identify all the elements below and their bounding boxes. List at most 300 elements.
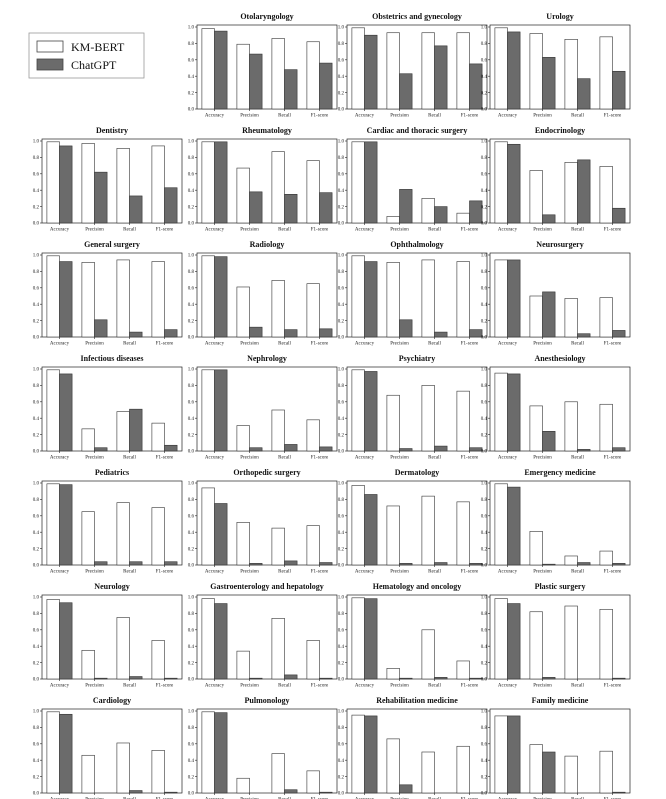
- bar-km-bert: [457, 391, 470, 451]
- y-tick-label: 0.6: [187, 172, 194, 178]
- bar-chatgpt: [215, 31, 228, 109]
- bar-km-bert: [272, 152, 285, 223]
- y-tick-label: 1.0: [32, 367, 39, 373]
- panel-title: Nephrology: [247, 354, 287, 363]
- y-tick-label: 0.6: [32, 628, 39, 634]
- bar-km-bert: [495, 142, 508, 223]
- y-tick-label: 0.4: [32, 530, 39, 536]
- panel-radiology: [188, 240, 337, 347]
- bar-km-bert: [117, 743, 130, 793]
- bar-km-bert: [272, 280, 285, 337]
- y-tick-label: 0.4: [32, 416, 39, 422]
- y-tick-label: 0.6: [337, 514, 344, 520]
- x-tick-label: Accuracy: [354, 341, 375, 347]
- y-tick-label: 0.6: [480, 58, 487, 64]
- y-tick-label: 1.0: [32, 253, 39, 259]
- y-tick-label: 0.0: [187, 335, 194, 341]
- y-tick-label: 0.6: [32, 514, 39, 520]
- y-tick-label: 0.8: [480, 612, 487, 618]
- bar-km-bert: [47, 142, 60, 223]
- bar-km-bert: [117, 618, 130, 680]
- x-tick-label: F1-score: [310, 455, 329, 461]
- bar-chatgpt: [320, 63, 333, 109]
- bar-chatgpt: [365, 262, 378, 337]
- y-tick-label: 0.6: [187, 742, 194, 748]
- bar-chatgpt: [250, 327, 263, 337]
- bar-chatgpt: [613, 792, 626, 793]
- x-tick-label: Accuracy: [354, 683, 375, 689]
- bar-km-bert: [47, 370, 60, 451]
- panel-otolaryngology: [188, 12, 337, 119]
- x-tick-label: Accuracy: [497, 455, 518, 461]
- panel-title: Endocrinology: [534, 126, 586, 135]
- bar-km-bert: [352, 370, 365, 451]
- bar-km-bert: [530, 34, 543, 109]
- panel-orthopedic-surgery: [188, 468, 337, 575]
- x-tick-label: F1-score: [310, 683, 329, 689]
- panel-gastroenterology-and-hepatology: [188, 582, 337, 689]
- bar-chatgpt: [165, 330, 178, 337]
- x-tick-label: Accuracy: [204, 455, 225, 461]
- x-tick-label: Accuracy: [497, 113, 518, 119]
- bar-km-bert: [82, 143, 95, 223]
- bar-km-bert: [422, 33, 435, 109]
- x-tick-label: Precision: [390, 227, 409, 233]
- y-tick-label: 0.2: [187, 205, 194, 211]
- x-tick-label: Accuracy: [354, 227, 375, 233]
- bar-km-bert: [237, 168, 250, 223]
- x-tick-label: Precision: [533, 455, 552, 461]
- bar-km-bert: [352, 28, 365, 109]
- x-tick-label: Recall: [278, 455, 291, 461]
- bar-km-bert: [530, 745, 543, 793]
- panel-title: Cardiac and thoracic surgery: [366, 126, 468, 135]
- y-tick-label: 0.2: [337, 319, 344, 325]
- x-tick-label: F1-score: [155, 227, 174, 233]
- x-tick-label: Precision: [533, 227, 552, 233]
- y-tick-label: 1.0: [337, 139, 344, 145]
- x-tick-label: Accuracy: [204, 569, 225, 575]
- bar-km-bert: [202, 256, 215, 337]
- y-tick-label: 0.0: [337, 221, 344, 227]
- bar-km-bert: [237, 44, 250, 109]
- bar-km-bert: [352, 142, 365, 223]
- legend-swatch-chatgpt: [37, 59, 63, 70]
- bar-chatgpt: [130, 332, 143, 337]
- panel-hematology-and-oncology: [338, 582, 487, 689]
- bar-km-bert: [422, 260, 435, 337]
- y-tick-label: 1.0: [480, 139, 487, 145]
- bar-km-bert: [565, 39, 578, 109]
- y-tick-label: 0.8: [480, 42, 487, 48]
- bar-chatgpt: [130, 562, 143, 565]
- panel-pulmonology: [188, 696, 337, 799]
- bar-km-bert: [202, 370, 215, 451]
- bar-km-bert: [387, 33, 400, 109]
- x-tick-label: Precision: [240, 113, 259, 119]
- y-tick-label: 0.8: [480, 270, 487, 276]
- x-tick-label: Accuracy: [204, 113, 225, 119]
- bar-km-bert: [202, 142, 215, 223]
- x-tick-label: Precision: [240, 683, 259, 689]
- y-tick-label: 0.4: [337, 188, 344, 194]
- x-tick-label: F1-score: [155, 341, 174, 347]
- x-tick-label: Precision: [85, 569, 104, 575]
- bar-km-bert: [495, 28, 508, 109]
- y-tick-label: 1.0: [480, 367, 487, 373]
- bar-km-bert: [237, 651, 250, 679]
- bar-chatgpt: [543, 752, 556, 793]
- x-tick-label: Accuracy: [354, 113, 375, 119]
- bar-km-bert: [495, 373, 508, 451]
- panel-title: Anesthesiology: [534, 354, 586, 363]
- bar-km-bert: [565, 402, 578, 451]
- x-tick-label: Accuracy: [49, 569, 70, 575]
- bar-chatgpt: [435, 332, 448, 337]
- y-tick-label: 0.8: [480, 498, 487, 504]
- x-tick-label: Accuracy: [204, 341, 225, 347]
- y-tick-label: 0.2: [337, 775, 344, 781]
- bar-chatgpt: [508, 374, 521, 451]
- bar-chatgpt: [508, 260, 521, 337]
- bar-chatgpt: [435, 207, 448, 223]
- y-tick-label: 0.8: [480, 726, 487, 732]
- x-tick-label: Recall: [428, 455, 441, 461]
- bar-chatgpt: [435, 677, 448, 679]
- bar-chatgpt: [508, 32, 521, 109]
- bar-km-bert: [152, 750, 165, 793]
- bar-chatgpt: [508, 716, 521, 793]
- bar-km-bert: [307, 771, 320, 793]
- bar-km-bert: [387, 668, 400, 679]
- bar-km-bert: [47, 484, 60, 565]
- bar-chatgpt: [365, 371, 378, 451]
- y-tick-label: 0.4: [32, 758, 39, 764]
- bar-km-bert: [82, 755, 95, 793]
- y-tick-label: 0.4: [187, 74, 194, 80]
- y-tick-label: 0.8: [187, 498, 194, 504]
- y-tick-label: 0.2: [187, 661, 194, 667]
- panel-title: Gastroenterology and hepatology: [210, 582, 324, 591]
- x-tick-label: F1-score: [460, 341, 479, 347]
- y-tick-label: 1.0: [187, 139, 194, 145]
- y-tick-label: 0.2: [187, 433, 194, 439]
- panel-title: Neurology: [94, 582, 130, 591]
- bar-chatgpt: [130, 196, 143, 223]
- y-tick-label: 0.0: [480, 563, 487, 569]
- bar-km-bert: [307, 526, 320, 565]
- panel-title: Psychiatry: [398, 354, 436, 363]
- x-tick-label: Recall: [571, 455, 584, 461]
- bar-km-bert: [117, 412, 130, 451]
- panel-title: General surgery: [84, 240, 140, 249]
- x-tick-label: Accuracy: [204, 227, 225, 233]
- bar-chatgpt: [400, 563, 413, 565]
- bar-chatgpt: [435, 46, 448, 109]
- bar-chatgpt: [250, 192, 263, 223]
- x-tick-label: F1-score: [460, 569, 479, 575]
- x-tick-label: Precision: [390, 341, 409, 347]
- panel-title: Plastic surgery: [534, 582, 586, 591]
- bar-km-bert: [387, 395, 400, 451]
- y-tick-label: 1.0: [337, 367, 344, 373]
- y-tick-label: 0.8: [32, 270, 39, 276]
- bar-chatgpt: [470, 201, 483, 223]
- y-tick-label: 0.0: [32, 677, 39, 683]
- legend-label-km-bert: KM-BERT: [71, 40, 125, 54]
- bar-chatgpt: [543, 215, 556, 223]
- panel-title: Pulmonology: [244, 696, 290, 705]
- x-tick-label: Recall: [278, 683, 291, 689]
- y-tick-label: 0.0: [187, 221, 194, 227]
- x-tick-label: Accuracy: [49, 455, 70, 461]
- panel-ophthalmology: [338, 240, 487, 347]
- bar-chatgpt: [508, 487, 521, 565]
- bar-chatgpt: [285, 561, 298, 565]
- y-tick-label: 0.2: [480, 775, 487, 781]
- y-tick-label: 0.8: [337, 156, 344, 162]
- bar-km-bert: [600, 609, 613, 679]
- y-tick-label: 1.0: [480, 253, 487, 259]
- bar-chatgpt: [613, 208, 626, 223]
- bar-chatgpt: [543, 292, 556, 337]
- panel-title: Dermatology: [394, 468, 440, 477]
- bar-chatgpt: [400, 678, 413, 679]
- x-tick-label: F1-score: [603, 455, 622, 461]
- y-tick-label: 0.4: [187, 416, 194, 422]
- y-tick-label: 0.2: [337, 433, 344, 439]
- bar-chatgpt: [130, 409, 143, 451]
- y-tick-label: 0.6: [480, 514, 487, 520]
- x-tick-label: F1-score: [310, 227, 329, 233]
- bar-chatgpt: [435, 446, 448, 451]
- bar-chatgpt: [285, 444, 298, 451]
- x-tick-label: Accuracy: [497, 569, 518, 575]
- panel-title: Ophthalmology: [390, 240, 444, 249]
- bar-chatgpt: [285, 194, 298, 223]
- bar-km-bert: [422, 385, 435, 451]
- y-tick-label: 0.6: [187, 514, 194, 520]
- bar-km-bert: [272, 410, 285, 451]
- bar-km-bert: [117, 148, 130, 223]
- bar-km-bert: [422, 496, 435, 565]
- y-tick-label: 0.8: [187, 156, 194, 162]
- y-tick-label: 1.0: [480, 481, 487, 487]
- y-tick-label: 0.2: [187, 91, 194, 97]
- panel-title: Rheumatology: [242, 126, 292, 135]
- x-tick-label: Recall: [278, 113, 291, 119]
- bar-km-bert: [387, 739, 400, 793]
- y-tick-label: 0.6: [337, 286, 344, 292]
- y-tick-label: 1.0: [337, 709, 344, 715]
- bar-chatgpt: [285, 675, 298, 679]
- panel-neurology: [33, 582, 182, 689]
- bar-chatgpt: [285, 330, 298, 337]
- x-tick-label: Accuracy: [354, 569, 375, 575]
- y-tick-label: 1.0: [32, 709, 39, 715]
- bar-chatgpt: [613, 330, 626, 337]
- bar-km-bert: [495, 716, 508, 793]
- y-tick-label: 0.4: [187, 188, 194, 194]
- y-tick-label: 0.6: [480, 400, 487, 406]
- y-tick-label: 0.4: [32, 302, 39, 308]
- panel-dermatology: [338, 468, 487, 575]
- x-tick-label: F1-score: [155, 683, 174, 689]
- bar-km-bert: [422, 752, 435, 793]
- y-tick-label: 0.6: [32, 286, 39, 292]
- panel-title: Otolaryngology: [240, 12, 294, 21]
- y-tick-label: 0.4: [480, 74, 487, 80]
- bar-chatgpt: [400, 74, 413, 109]
- bar-km-bert: [307, 420, 320, 451]
- y-tick-label: 0.2: [32, 433, 39, 439]
- y-tick-label: 0.4: [187, 530, 194, 536]
- y-tick-label: 0.4: [480, 302, 487, 308]
- x-tick-label: Accuracy: [497, 683, 518, 689]
- bar-km-bert: [352, 256, 365, 337]
- x-tick-label: Accuracy: [497, 341, 518, 347]
- bar-km-bert: [82, 429, 95, 451]
- bar-chatgpt: [130, 677, 143, 679]
- bar-km-bert: [457, 262, 470, 337]
- y-tick-label: 1.0: [187, 595, 194, 601]
- bar-km-bert: [202, 488, 215, 565]
- y-tick-label: 0.6: [32, 400, 39, 406]
- bar-km-bert: [307, 161, 320, 223]
- bar-chatgpt: [508, 144, 521, 223]
- panel-title: Radiology: [249, 240, 285, 249]
- y-tick-label: 1.0: [32, 139, 39, 145]
- bar-km-bert: [237, 287, 250, 337]
- bar-km-bert: [457, 213, 470, 223]
- y-tick-label: 0.4: [480, 188, 487, 194]
- bar-chatgpt: [215, 257, 228, 337]
- bar-km-bert: [152, 640, 165, 679]
- panel-title: Emergency medicine: [524, 468, 596, 477]
- bar-km-bert: [530, 406, 543, 451]
- bar-km-bert: [457, 33, 470, 109]
- bar-chatgpt: [95, 448, 108, 451]
- y-tick-label: 0.0: [187, 563, 194, 569]
- bar-km-bert: [237, 778, 250, 793]
- x-tick-label: Accuracy: [49, 227, 70, 233]
- bar-chatgpt: [165, 188, 178, 223]
- bar-km-bert: [600, 166, 613, 223]
- bar-chatgpt: [215, 713, 228, 793]
- y-tick-label: 0.0: [187, 791, 194, 797]
- x-tick-label: Recall: [123, 683, 136, 689]
- y-tick-label: 0.2: [187, 775, 194, 781]
- x-tick-label: Precision: [85, 341, 104, 347]
- x-tick-label: Precision: [390, 455, 409, 461]
- x-tick-label: Recall: [571, 341, 584, 347]
- y-tick-label: 0.8: [32, 156, 39, 162]
- x-tick-label: Precision: [533, 569, 552, 575]
- x-tick-label: Recall: [278, 227, 291, 233]
- y-tick-label: 0.8: [32, 498, 39, 504]
- bar-chatgpt: [400, 189, 413, 223]
- bar-chatgpt: [215, 142, 228, 223]
- y-tick-label: 0.8: [337, 270, 344, 276]
- panel-title: Obstetrics and gynecology: [372, 12, 462, 21]
- bar-km-bert: [237, 522, 250, 565]
- y-tick-label: 0.2: [187, 547, 194, 553]
- bar-chatgpt: [95, 678, 108, 679]
- bar-km-bert: [202, 599, 215, 679]
- x-tick-label: Precision: [240, 569, 259, 575]
- x-tick-label: Recall: [428, 227, 441, 233]
- x-tick-label: Precision: [240, 227, 259, 233]
- bar-km-bert: [352, 715, 365, 793]
- bar-chatgpt: [60, 262, 73, 337]
- bar-km-bert: [600, 751, 613, 793]
- y-tick-label: 0.8: [187, 384, 194, 390]
- y-tick-label: 0.8: [187, 270, 194, 276]
- y-tick-label: 0.0: [480, 335, 487, 341]
- panel-pediatrics: [33, 468, 182, 575]
- y-tick-label: 0.0: [337, 563, 344, 569]
- panel-title: Orthopedic surgery: [233, 468, 301, 477]
- x-tick-label: F1-score: [603, 569, 622, 575]
- y-tick-label: 0.8: [187, 42, 194, 48]
- x-tick-label: Recall: [123, 227, 136, 233]
- bar-km-bert: [352, 598, 365, 679]
- x-tick-label: F1-score: [460, 227, 479, 233]
- bar-chatgpt: [578, 160, 591, 223]
- panel-infectious-diseases: [33, 354, 182, 461]
- bar-chatgpt: [130, 791, 143, 793]
- bar-chatgpt: [578, 334, 591, 337]
- y-tick-label: 0.6: [187, 400, 194, 406]
- bar-km-bert: [565, 606, 578, 679]
- bar-km-bert: [202, 29, 215, 109]
- panel-emergency-medicine: [481, 468, 630, 575]
- bar-km-bert: [565, 756, 578, 793]
- y-tick-label: 0.8: [337, 498, 344, 504]
- x-tick-label: Precision: [533, 683, 552, 689]
- bar-km-bert: [272, 528, 285, 565]
- bar-chatgpt: [285, 70, 298, 109]
- y-tick-label: 0.0: [480, 791, 487, 797]
- legend: [29, 33, 144, 78]
- panel-title: Neurosurgery: [536, 240, 584, 249]
- x-tick-label: F1-score: [603, 113, 622, 119]
- bar-chatgpt: [250, 54, 263, 109]
- y-tick-label: 0.2: [32, 319, 39, 325]
- bar-chatgpt: [320, 678, 333, 679]
- x-tick-label: Recall: [428, 341, 441, 347]
- bar-km-bert: [422, 630, 435, 679]
- y-tick-label: 0.2: [480, 433, 487, 439]
- bar-chatgpt: [250, 678, 263, 679]
- bar-chatgpt: [365, 494, 378, 565]
- y-tick-label: 1.0: [187, 253, 194, 259]
- bar-km-bert: [152, 146, 165, 223]
- y-tick-label: 0.6: [187, 628, 194, 634]
- bar-km-bert: [565, 556, 578, 565]
- y-tick-label: 0.2: [337, 91, 344, 97]
- y-tick-label: 0.0: [480, 107, 487, 113]
- y-tick-label: 1.0: [480, 25, 487, 31]
- y-tick-label: 0.8: [187, 612, 194, 618]
- x-tick-label: Accuracy: [354, 455, 375, 461]
- x-tick-label: Accuracy: [49, 683, 70, 689]
- panel-psychiatry: [338, 354, 487, 461]
- x-tick-label: F1-score: [155, 569, 174, 575]
- panel-rheumatology: [188, 126, 337, 233]
- y-tick-label: 0.8: [480, 156, 487, 162]
- y-tick-label: 0.2: [32, 205, 39, 211]
